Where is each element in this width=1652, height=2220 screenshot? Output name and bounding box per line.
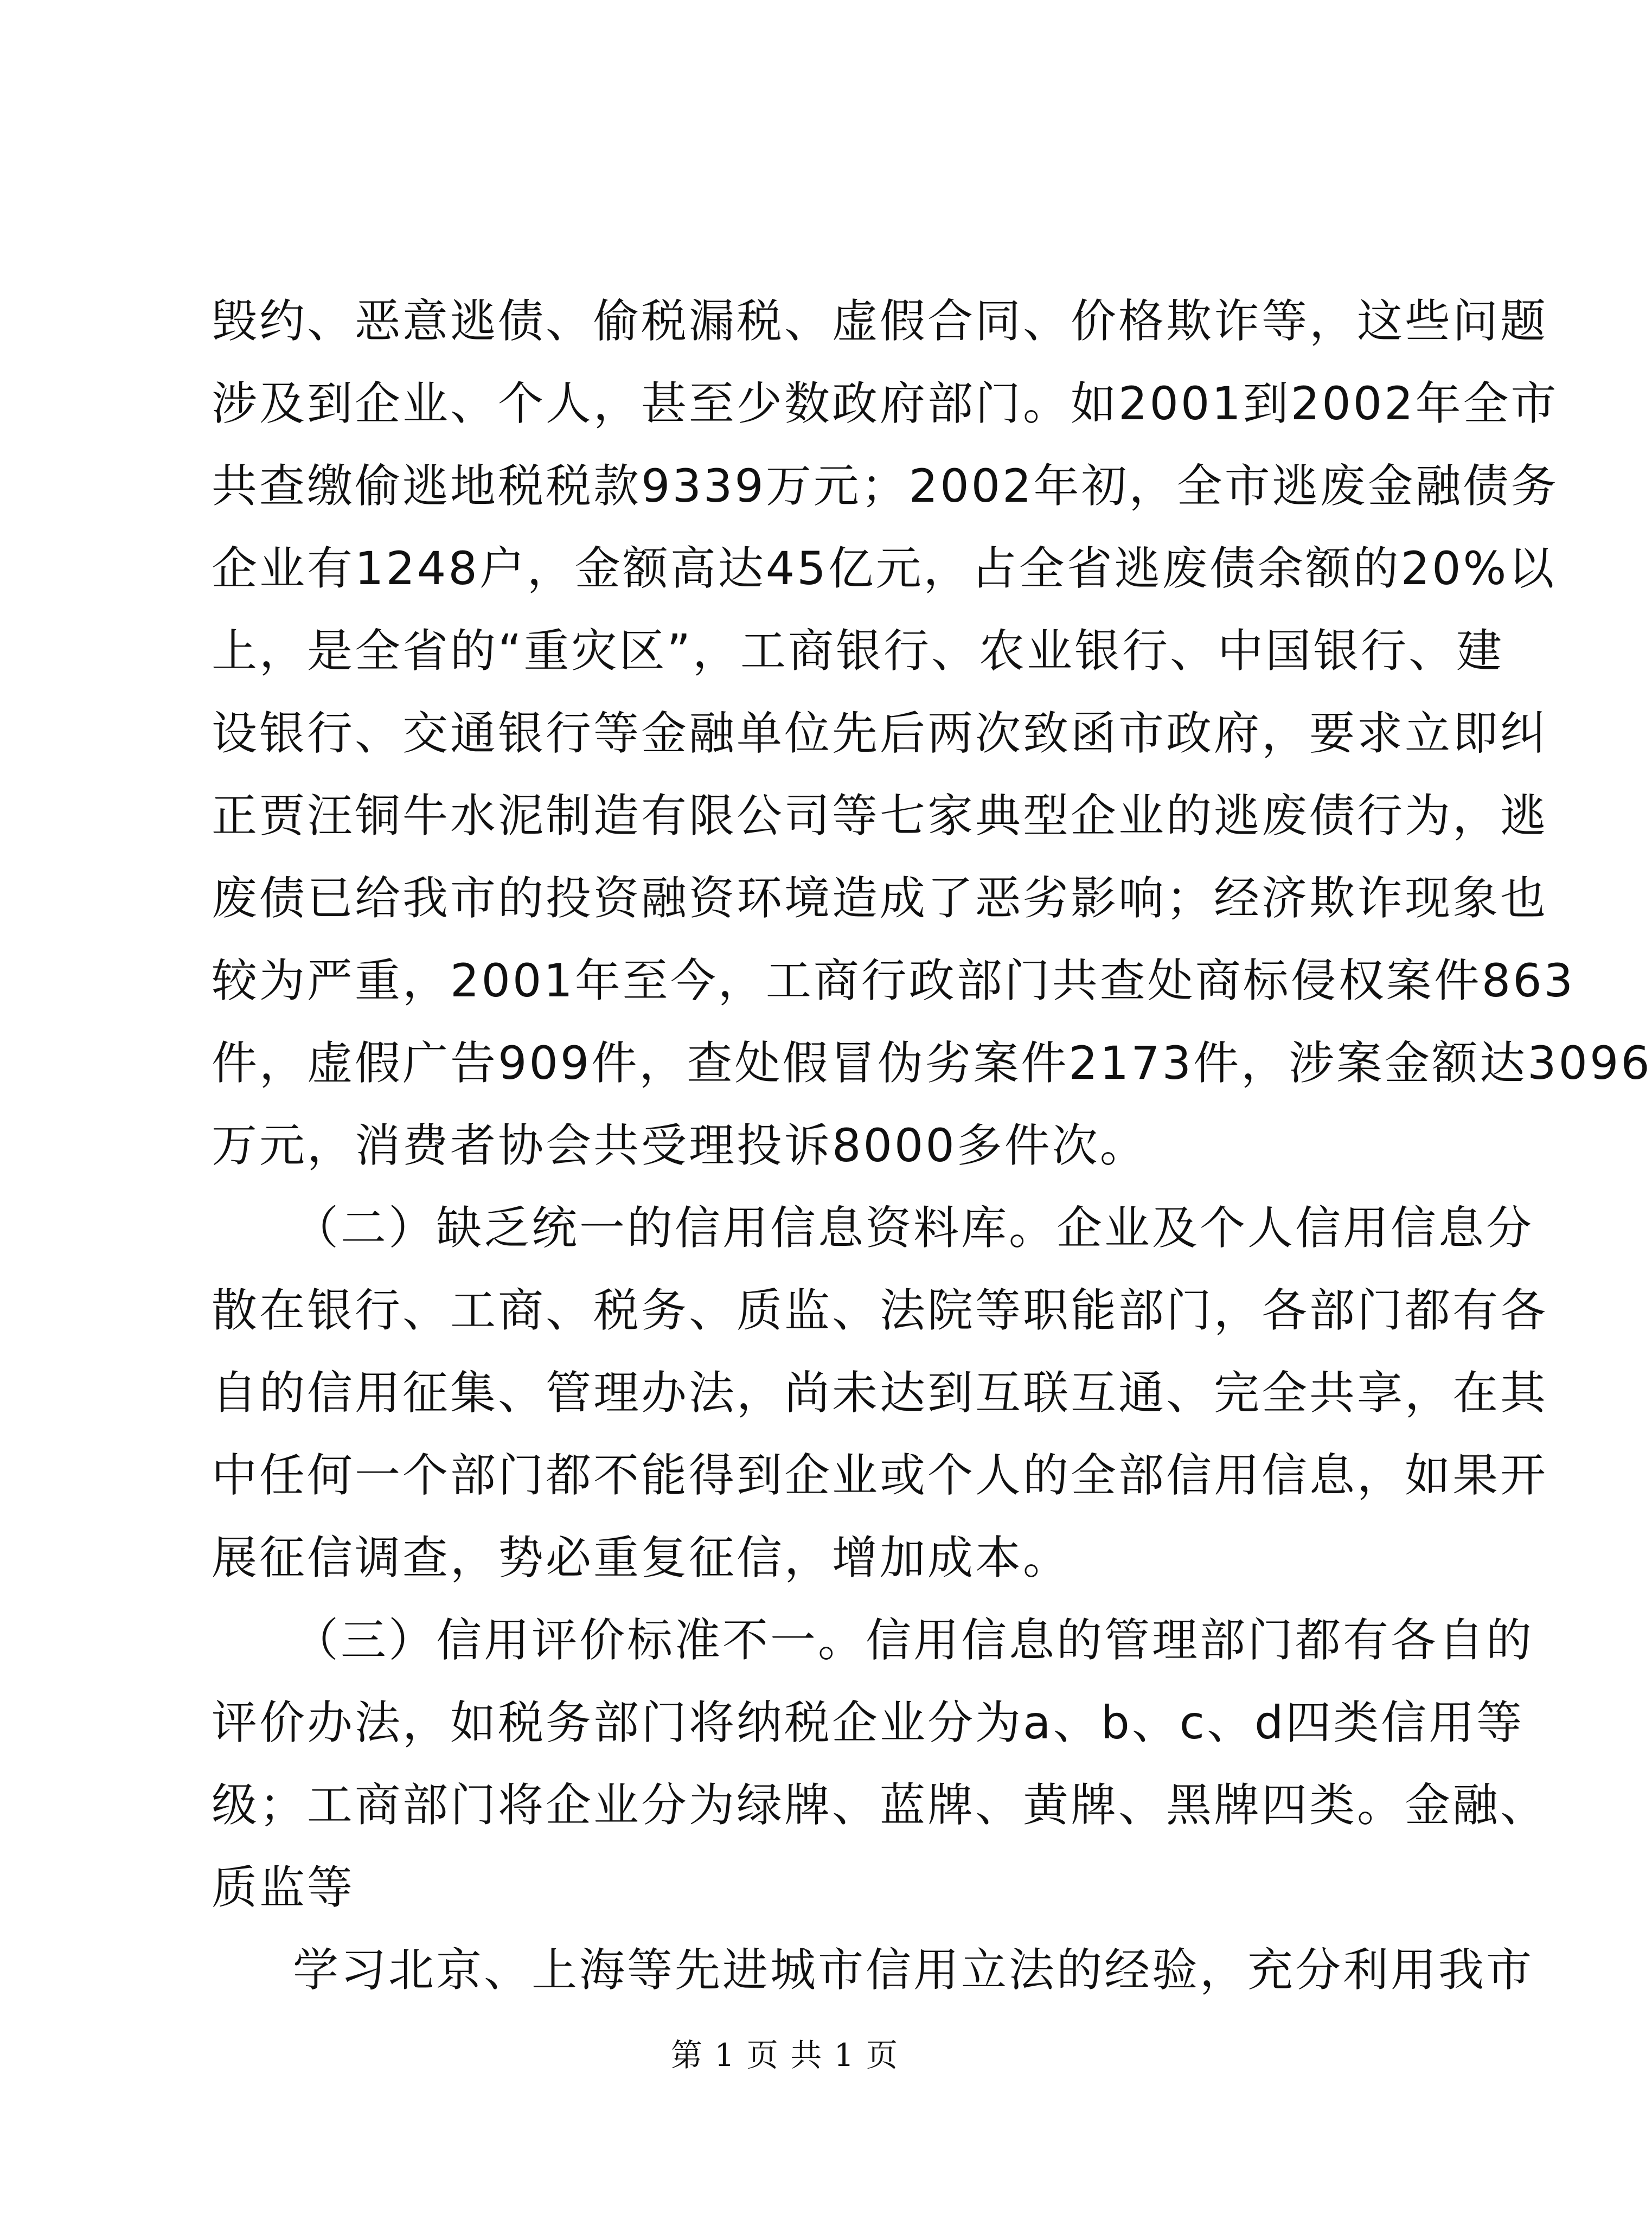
body-text-line: 级；工商部门将企业分为绿牌、蓝牌、黄牌、黑牌四类。金融、: [212, 1778, 1548, 1832]
body-text-line: 万元，消费者协会共受理投诉8000多件次。: [212, 1119, 1148, 1172]
body-text-line: 毁约、恶意逃债、偷税漏税、虚假合同、价格欺诈等，这些问题: [212, 295, 1548, 348]
body-text-line: 质监等: [212, 1861, 355, 1914]
body-text-line: 件，虚假广告909件，查处假冒伪劣案件2173件，涉案金额达3096: [212, 1037, 1652, 1090]
body-text-line: 自的信用征集、管理办法，尚未达到互联互通、完全共享，在其: [212, 1366, 1548, 1419]
body-text-line: 评价办法，如税务部门将纳税企业分为a、b、c、d四类信用等: [212, 1696, 1525, 1749]
body-text-line: 中任何一个部门都不能得到企业或个人的全部信用信息，如果开: [212, 1449, 1548, 1502]
page-number-footer: 第 1 页 共 1 页: [671, 2037, 899, 2074]
body-text-line: 涉及到企业、个人，甚至少数政府部门。如2001到2002年全市: [212, 377, 1559, 430]
section-heading-line: （二）缺乏统一的信用信息资料库。企业及个人信用信息分: [293, 1201, 1534, 1255]
body-text-line: 散在银行、工商、税务、质监、法院等职能部门，各部门都有各: [212, 1284, 1548, 1337]
body-text-line: 设银行、交通银行等金融单位先后两次致函市政府，要求立即纠: [212, 707, 1548, 760]
body-text-line: 上，是全省的“重灾区”，工商银行、农业银行、中国银行、建: [212, 624, 1504, 677]
body-text-line: 展征信调查，势必重复征信，增加成本。: [212, 1531, 1071, 1584]
body-text-line: 正贾汪铜牛水泥制造有限公司等七家典型企业的逃废债行为，逃: [212, 789, 1548, 842]
body-text-line: 较为严重，2001年至今，工商行政部门共查处商标侵权案件863: [212, 954, 1576, 1007]
section-heading-line: （三）信用评价标准不一。信用信息的管理部门都有各自的: [293, 1614, 1534, 1667]
body-text-line: 企业有1248户，金额高达45亿元，占全省逃废债余额的20%以: [212, 542, 1557, 595]
body-text-line: 学习北京、上海等先进城市信用立法的经验，充分利用我市: [293, 1943, 1534, 1997]
body-text-line: 共查缴偷逃地税税款9339万元；2002年初，全市逃废金融债务: [212, 459, 1559, 513]
body-text-line: 废债已给我市的投资融资环境造成了恶劣影响；经济欺诈现象也: [212, 872, 1548, 925]
